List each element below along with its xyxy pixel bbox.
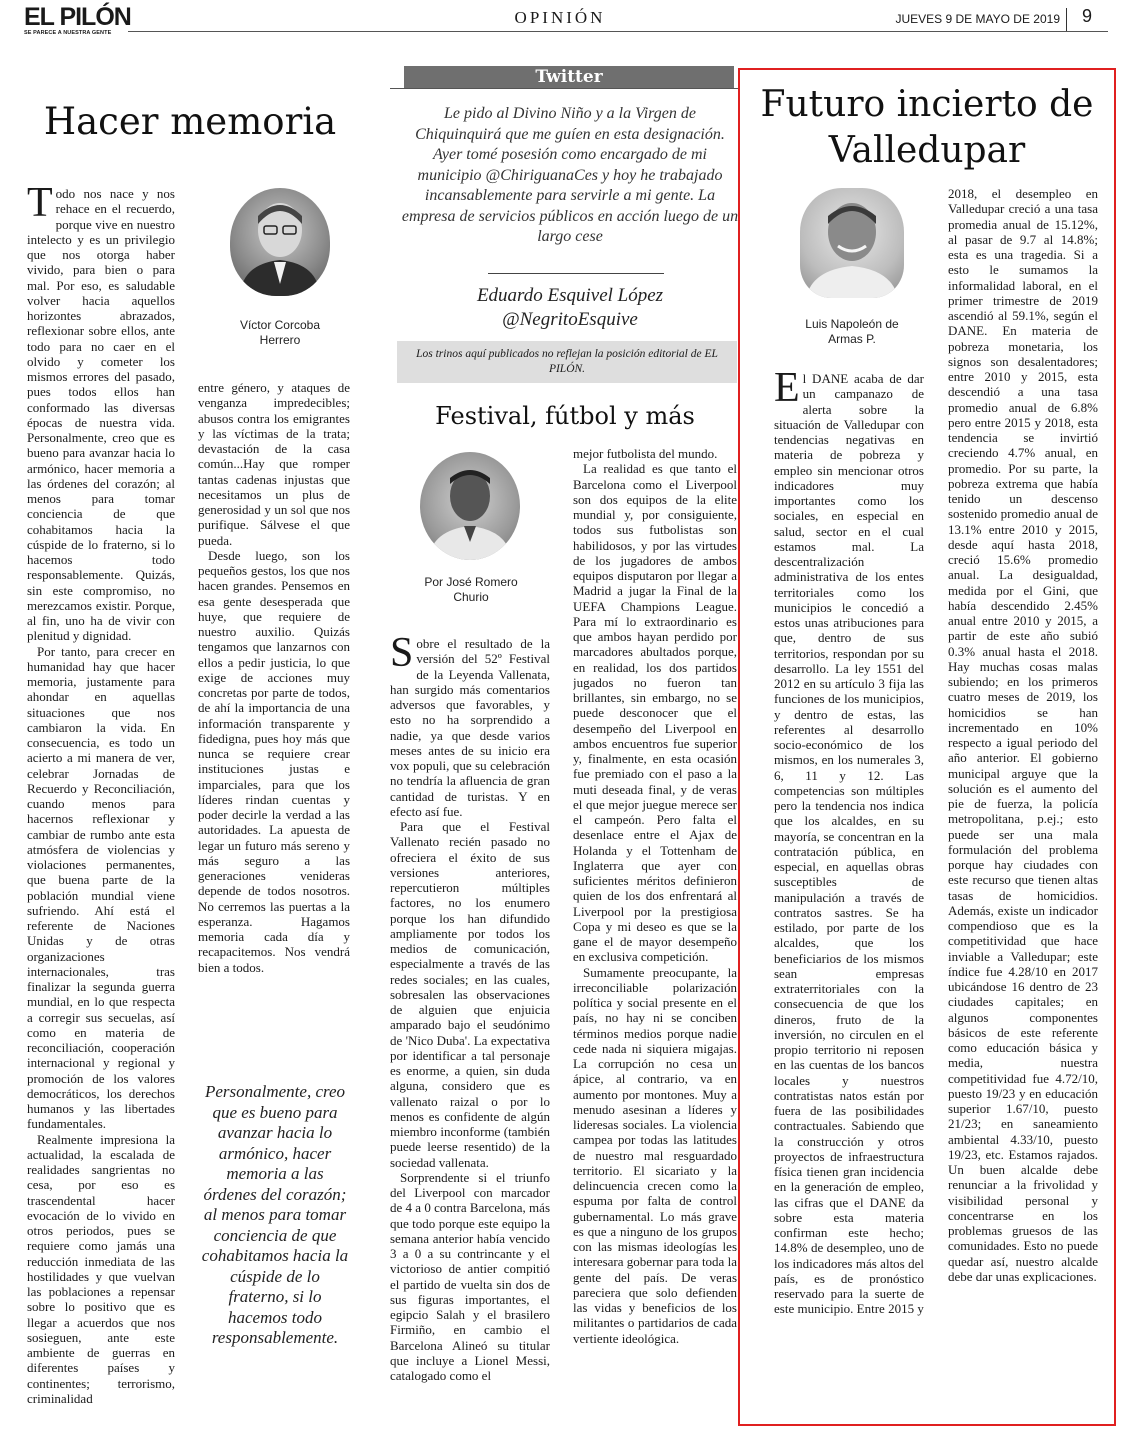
tweet-text: Le pido al Divino Niño y a la Virgen de Chiquinquirá que me guíen en esta designación. Ayer tomé posesión como encargado de mi municipio @ChiriguanaCes y hoy he trabajado incansablemente para servirle a mi gente. La empresa de servicios públicos en acción luego de un largo cese xyxy=(401,105,739,245)
article-paragraph: Todo nos nace y nos rehace en el recuerdo, porque vive en nuestro intelecto y es un privilegio que nos otorga haber vivido, para bien o para mal. Por eso, es saludable volver hacia aquellos horizontes abrazados, reflexionar sobre ellos, ante todo para no caer en el olvido y cometer los mismos errores del pasado, pues todos ellos han conformado las diversas épocas de nuestra vida. Personalmente, creo que es bueno para avanzar hacia lo armónico, hacer memoria a las órdenes del corazón; al menos para tomar conciencia de que cohabitamos hacia la cúspide de lo fraterno, si lo hacemos todo responsablemente. Quizás, sin este compromiso, no merezcamos existir. Porque, al fin, uno ha de vivir con plenitud y dignidad. xyxy=(27,186,175,644)
section-title: OPINIÓN xyxy=(514,8,606,27)
author-byline-corcoba: Víctor Corcoba Herrero xyxy=(239,318,321,347)
logo-name: EL PILÓN xyxy=(24,3,131,31)
person-icon xyxy=(420,452,520,560)
logo-tagline: SE PARECE A NUESTRA GENTE xyxy=(24,30,112,36)
author-portrait-romero xyxy=(420,452,520,560)
article-column xyxy=(198,380,350,1000)
article-paragraph: Desde luego, son los pequeños gestos, los que nos hacen grandes. Pensemos en esa gente desesperada que huye, que requiere de nuestro auxilio. Quizás tengamos que lanzarnos con ellos a pedir justicia, lo que exige de acciones muy concretas por parte de todos, de ahí la importancia de una información transparente y fidedigna, pues hoy más que nunca se requiere crear instituciones justas e imparciales, para que los líderes rindan cuentas y poder decirle la verdad a las autoridades. La apuesta de legar un futuro más sereno y más seguro a las generaciones venideras depende de todos nosotros. No cerremos las puertas a la esperanza. Hagamos memoria cada día y recapacitemos. Nos vendrá bien a todos. xyxy=(198,547,350,975)
article-column xyxy=(27,186,175,1406)
masthead-rule xyxy=(128,31,1108,32)
twitter-disclaimer: Los trinos aquí publicados no reflejan la posición editorial de EL PILÓN. xyxy=(397,341,737,383)
article-paragraph: 2018, el desempleo en Valledupar creció a una tasa promedia anual de 15.12%, al pasar de 9.7 al 14.8%; esta es una tragedia. Si a esto le sumamos la informalidad laboral, en el primer trimestre de 2019 ascendió al 59.1%, según el DANE. En materia de pobreza monetaria, los signos son desalentadores; entre 2010 y 2015, esta descendió a una tasa promedio anual de 6.8% pero entre 2015 y 2018, esta tendencia se invirtió creciendo 4.7% anual, en promedio. Por su parte, la pobreza extrema que había tenido un descenso sostenido promedio anual de 13.1% entre 2010 y 2015, desde aquí hasta 2018, creció 15.6% promedio anual. La desigualdad, medida por el Gini, que había descendido 2.45% anual entre 2010 y 2015, a partir de este año subió 0.3% anual hasta el 2018. Hay muchas cosas malas subiendo; en los primeros cuatro meses de 2019, los homicidios se han incrementado en 10% respecto a igual periodo del año anterior. El gobierno municipal arguye que la solución es el aumento del pie de fuerza, la policía metropolitana, p.ej.; esto puede ser una mala formulación del problema porque hay ciudades con este recurso que tienen altas tasas de homicidios. Además, existe un indicador compendioso que es la competitividad que hace inviable a Valledupar; este índice fue 4.28/10 en 2017 ubicándose 16 dentro de 23 ciudades capitales; en algunos componentes básicos de este referente como educación básica y media, nuestra competitividad fue 4.72/10, puesto 19/23 y en educación superior 1.67/10, puesto 21/23; en saneamiento ambiental 4.33/10, puesto 19/23, etc. Estamos rajados. Un buen alcalde debe renunciar a la frivolidad y visibilidad personal y concentrarse en los problemas gruesos de las comunidades. Esto no puede quedar así, nuestro alcalde debe dar unas explicaciones. xyxy=(948,186,1098,1284)
author-portrait-de-armas xyxy=(800,188,904,298)
tweet-author-handle[interactable]: @NegritoEsquive xyxy=(502,309,638,330)
drop-cap: E xyxy=(774,371,800,411)
newspaper-logo[interactable] xyxy=(24,4,132,37)
article-paragraph: Sobre el resultado de la versión del 52º Festival de la Leyenda Vallenata, han surgido más comentarios adversos que favorables, y esto no ha sorprendido a nadie, ya que desde varios meses antes de su inicio era vox populi, que su celebración no tendría la afluencia de gran cantidad de turistas. Y en efecto así fue. xyxy=(390,636,550,819)
drop-cap: T xyxy=(27,186,53,226)
article-paragraph: mejor futbolista del mundo. xyxy=(573,446,718,461)
author-byline-de-armas: Luis Napoleón de Armas P. xyxy=(805,317,899,346)
author-byline-romero: Por José Romero Churio xyxy=(424,575,518,604)
article-title-futuro: Futuro incierto de Valledupar xyxy=(760,84,1094,171)
article-column xyxy=(573,446,737,1416)
masthead-divider xyxy=(1066,8,1067,32)
twitter-label: Twitter xyxy=(404,66,734,88)
article-paragraph: Realmente impresiona la actualidad, la escalada de realidades sangrientas no cesa, por eso es trascendental hacer evocación de lo vivido en otros periodos, pues se requiere como jamás una reducción inmediata de las hostilidades y que vuelvan las poblaciones a repensar sobre lo positivo que es llegar a acuerdos que nos sosieguen, ante este ambiente de guerras en diferentes países y continentes; terrorismo, criminalidad xyxy=(27,1131,175,1406)
person-icon xyxy=(230,188,330,296)
page-number: 9 xyxy=(1081,6,1092,26)
article-column xyxy=(774,371,924,1415)
article-paragraph: El DANE acaba de dar un campanazo de alerta sobre la situación de Valledupar con tendencias negativas en materia de pobreza y empleo sin mencionar otros indicadores muy importantes como los sociales, en especial en salud, sector en el cual estamos mal. La descentralización administrativa de los entes territoriales como los municipios le concedió a estos unas atribuciones para que, dentro de sus territorios, respondan por su desarrollo. La ley 1551 del 2012 en su artículo 3 fija las funciones de los municipios, y dentro de estas, las referentes al desarrollo socio-económico de los mismos, en los numerales 3, 6, 11 y 12. Las competencias son múltiples pero la tendencia nos indica que los alcaldes, en su mayoría, se concentran en la contratación pública, en especial, en aquellas obras susceptibles de manipulación a través de contratos sastres. Se ha estilado, por parte de los alcaldes, que los beneficiarios de los mismos sean empresas extraterritoriales con la consecuencia de que los dineros, fruto de la inversión, no circulen en el propio territorio ni reposen en las cuentas de los bancos locales y nuestros contratistas natos están por fuera de las posibilidades contractuales. Sabiendo que la construcción y otros proyectos de infraestructura física tienen gran incidencia en la generación de empleo, las cifras que el DANE da sobre esta materia confirman este hecho; 14.8% de desempleo, uno de los indicadores más altos del país, es de pronóstico reservado para la suerte de este municipio. Entre 2015 y xyxy=(774,371,924,1317)
article-column xyxy=(948,186,1098,1414)
article-paragraph: La realidad es que tanto el Barcelona como el Liverpool son dos equipos de la elite mundial y, por consiguiente, todos sus futbolistas son habilidosos, y por las virtudes de los jugadores de ambos equipos disputaron por llegar a Madrid a jugar la Final de la UEFA Champions League. Para mí lo extraordinario es que ambos hayan perdido por marcadores abultados porque, en realidad, los dos partidos jugados no fueron tan brillantes, sin embargo, no se puede desconocer que el desempeño del Liverpool en ambos encuentros fue superior y, finalmente, en esta ocasión fue premiado con el paso a la muti deseada final, y de veras el que mejor juegue merece ser el campeón. Pero falta el desenlace entre el Ajax de Holanda y el Tottenham de Inglaterra que ayer con suficientes méritos definieron quien de los dos enfrentará al Liverpool por la prestigiosa Copa y mi deseo es que se la gane el de mayor desempeño en exclusiva competición. xyxy=(573,461,737,965)
twitter-rule xyxy=(390,88,740,89)
tweet-author xyxy=(400,284,740,332)
author-portrait-corcoba xyxy=(230,188,330,296)
drop-cap: S xyxy=(390,636,414,676)
article-paragraph: entre género, y ataques de venganza impredecibles; abusos contra los emigrantes y las víctimas de la trata; devastación de la casa común...Hay que romper tantas cadenas injustas que necesitamos un plus de generosidad y un sol que nos purifique. Sálvese el que pueda. xyxy=(198,380,350,548)
article-column xyxy=(390,636,550,1414)
article-paragraph: Sumamente preocupante, la irreconciliable polarización política y social presente en el país, no hay ni se conciben términos medios porque nadie cede nada ni siquiera migajas. La corrupción no cesa un ápice, al contrario, va en aumento por montones. Muy a menudo asesinan a líderes y lideresas sociales. La violencia campea por todas las latitudes de nuestro mal resguardado territorio. El sicariato y la delincuencia crecen como la espuma por falta de control gubernamental. Lo más grave es que a ninguno de los grupos con las mismas ideologías les interesara gobernar para toda la gente del país. De veras pareciera que solo defienden las vidas y beneficios de los militantes o partidarios de cada vertiente ideológica. xyxy=(573,964,737,1346)
article-paragraph: Por tanto, para crecer en humanidad hay que hacer memoria, justamente para ahondar en aquellas situaciones que nos cambiaron la vida. En consecuencia, es todo un acierto a mi manera de ver, celebrar Jornadas de Recuerdo y Reconciliación, cuando menos para hacernos reflexionar y cambiar de rumbo ante esta atmósfera de violencias y violaciones permanentes, que buena parte de la población mundial viene sufriendo. Ahí está el referente de Naciones Unidas y de otras organizaciones internacionales, tras finalizar la segunda guerra mundial, en lo que respecta a corregir sus secuelas, así como en materia de reconciliación, cooperación internacional y regional y promoción de los valores democráticos, los derechos humanos y las libertades fundamentales. xyxy=(27,643,175,1132)
person-icon xyxy=(800,188,904,298)
pull-quote: Personalmente, creo que es bueno para avanzar hacia lo armónico, hacer memoria a las órdenes del corazón; al menos para tomar conciencia de que cohabitamos hacia la cúspide de lo fraterno, si lo hacemos todo responsablemente. xyxy=(201,1082,349,1347)
issue-date: JUEVES 9 DE MAYO DE 2019 xyxy=(895,12,1060,26)
article-paragraph: Para que el Festival Vallenato recién pasado no ofreciera el éxito de sus versiones anteriores, repercutieron múltiples factores, no los enumero porque los han difundido ampliamente por todos los medios de comunicación, especialmente a través de las redes sociales; en las cuales, sobresalen las observaciones de alguien que enjuicia amparado bajo el seudónimo de 'Nico Duba'. La expectativa por identificar a tal personaje es enorme, a quien, sin duda alguna, considero que es vallenato raizal o por lo menos es confidente de algún miembro inconforme (también puede leerse resentido) de la sociedad vallenata. xyxy=(390,819,550,1170)
article-title-hacer-memoria: Hacer memoria xyxy=(43,100,337,143)
article-title-festival: Festival, fútbol y más xyxy=(435,402,695,430)
article-paragraph: Sorprendente si el triunfo del Liverpool con marcador de 4 a 0 contra Barcelona, más que todo porque este equipo la semana anterior había vencido 3 a 0 a su contrincante y el victorioso de antier compitió el partido de vuelta sin dos de sus figuras importantes, el egipcio Salah y el brasilero Firmiño, en cambio el Barcelona Alineó su titular que incluye a Lionel Messi, catalogado como el xyxy=(390,1169,550,1383)
tweet-author-name: Eduardo Esquivel López xyxy=(476,285,664,306)
tweet-separator xyxy=(488,273,664,274)
